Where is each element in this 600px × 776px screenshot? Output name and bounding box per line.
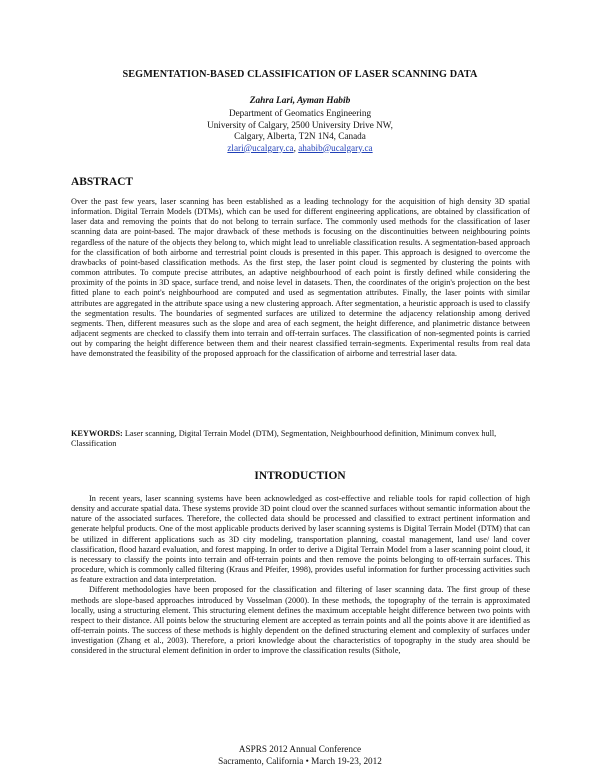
email-separator: , [293,142,299,153]
email-link-lari[interactable]: zlari@ucalgary.ca [227,142,294,153]
introduction-body [71,494,530,657]
footer-location-date: Sacramento, California • March 19-23, 2012 [218,756,382,766]
abstract-heading: ABSTRACT [71,176,134,188]
affiliation-department: Department of Geomatics Engineering [228,108,372,118]
footer-conference: ASPRS 2012 Annual Conference [238,744,362,754]
abstract-text: Over the past few years, laser scanning has been established as a leading technology for the acquisition of high density 3D spatial information. Digital Terrain Models (DTMs), which can be used for different engineering applications, are obtained by classification of laser data and removing the points that do not belong to terrain surface. The commonly used methods for the classification of laser scanning data are point-based. The major drawback of these methods is focusing on the discontinuities between neighbouring points regardless of the nature of the objects they belong to, which might lead to unreliable classification results. A segmentation-based approach for the classification of both airborne and terrestrial point clouds is presented in this paper. This approach is designed to overcome the drawbacks of point-based classification methods. As the first step, the laser point cloud is segmented by clustering the points with common attributes. To compute precise attributes, an adaptive neighbourhood of each point is firstly defined while considering the proximity of the points in 3D space, surface trend, and noise level in datasets. Then, the coordinates of the origin's projection on the best fitted plane to each point's neighbourhood are computed and used as segmentation attributes. Finally, the laser points with similar attributes are aggregated in the attribute space using a new clustering approach. After segmentation, a heuristic approach is used to classify the segmentation results. The boundaries of segmented surfaces are utilized to determine the adjacency relationship among derived segments. Then, different measures such as the slope and area of each segment, the height difference, and planimetric distance between adjacent segments are checked to classify them into terrain and off-terrain surfaces. The classification of non-segmented points is carried out by comparing the height difference between them and their nearest classified terrain-segments. Experimental results from real data have demonstrated the feasibility of the proposed approach for the classification of airborne and terrestrial laser data. [71,197,530,359]
email-link-habib[interactable]: ahabib@ucalgary.ca [298,142,373,153]
keywords [71,429,530,449]
keywords-text: Laser scanning, Digital Terrain Model (DTM), Segmentation, Neighbourhood definition, Minimum convex hull, Classification [71,429,497,449]
intro-paragraph-2: Different methodologies have been proposed for the classification and filtering of laser scanning data. The first group of these methods are slope-based approaches introduced by Vosselman (2000). In these methods, the topography of the terrain is approximated locally, using a structuring element. This structuring element defines the maximum acceptable height difference between two points with respect to their distance. All points below the structuring element are accepted as terrain points and all the points above it are identified as off-terrain points. The success of these methods is highly dependent on the defined structuring element and complexity of surfaces under investigation (Zhang et al., 2003). Therefore, a priori knowledge about the characteristics of topography in the study area should be considered in the structural element definition in order to improve the classification results (Sithole, [71,585,530,656]
introduction-heading: INTRODUCTION [254,470,346,482]
paper-authors: Zahra Lari, Ayman Habib [249,96,351,106]
keywords-label: KEYWORDS: [71,429,123,438]
affiliation-city: Calgary, Alberta, T2N 1N4, Canada [234,131,366,141]
intro-paragraph-1: In recent years, laser scanning systems have been acknowledged as cost-effective and reliable tools for rapid collection of high density and accurate spatial data. These systems provide 3D point cloud over the scanned surfaces without semantic information about the nature of the associated surfaces. Therefore, the collected data should be processed and classified to extract pertinent information and generate helpful products. One of the most applicable products derived by laser scanning systems is Digital Terrain Model (DTM) that can be utilized in different applications such as 3D city modeling, transportation planning, coastal management, land use/ land cover classification, flood hazard evaluation, and forest mapping. In order to derive a Digital Terrain Model from a laser scanning point cloud, it is necessary to classify the points into terrain and off-terrain points and then remove the points belonging to off-terrain surfaces. This procedure, which is commonly called filtering (Kraus and Pfeifer, 1998), provides useful information for further processing activities such as feature extraction and data interpretation. [71,494,530,585]
affiliation-emails [0,143,600,155]
paper-title: SEGMENTATION-BASED CLASSIFICATION OF LASER SCANNING DATA [122,69,478,80]
affiliation-university: University of Calgary, 2500 University Drive NW, [207,119,393,130]
